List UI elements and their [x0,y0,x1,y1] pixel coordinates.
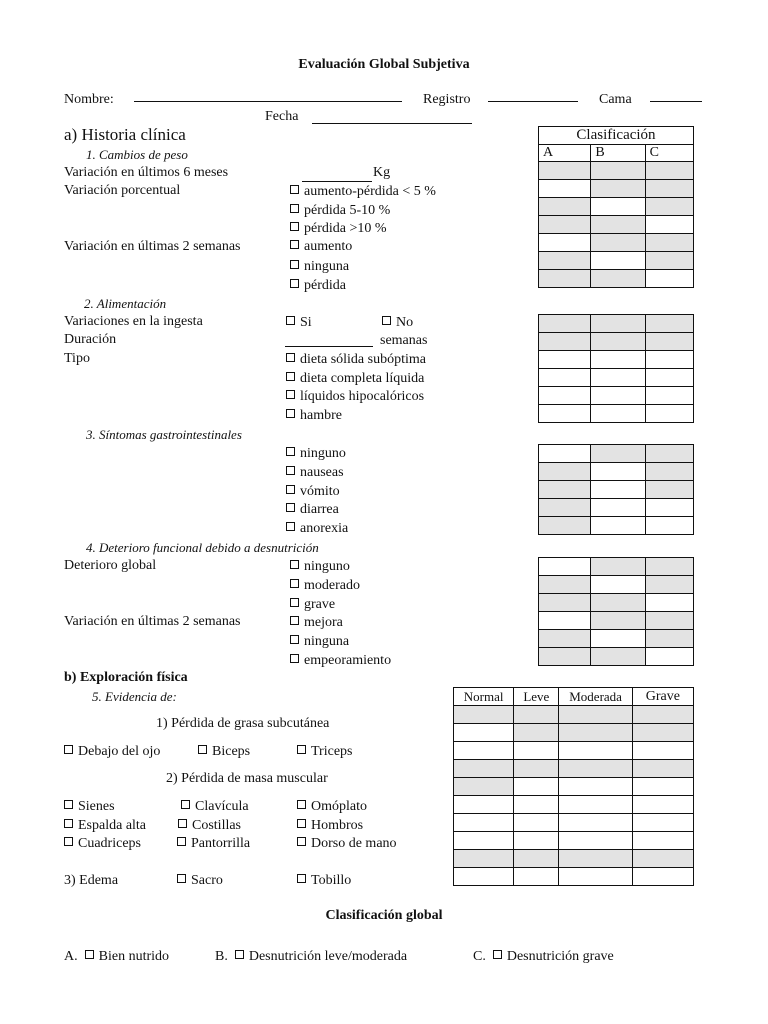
form-title: Evaluación Global Subjetiva [298,57,470,72]
rating-cell[interactable] [591,558,646,576]
rating-cell[interactable] [539,180,591,198]
checkbox-icon [297,874,306,883]
rating-cell[interactable] [645,369,693,387]
option-pantorrilla[interactable]: Pantorrilla [177,836,250,852]
section-5-title: 5. Evidencia de: [92,689,177,704]
rating-cell[interactable] [539,630,591,648]
checkbox-icon [290,654,299,663]
rating-cell[interactable] [591,333,646,351]
rating-cell[interactable] [559,778,632,796]
option-aumento-perdida[interactable]: aumento-pérdida < 5 % [290,184,436,200]
rating-cell[interactable] [539,315,591,333]
option-espalda[interactable]: Espalda alta [64,818,146,834]
section-3-title: 3. Síntomas gastrointestinales [86,427,242,442]
rating-cell[interactable] [539,594,591,612]
rating-cell[interactable] [591,405,646,423]
rating-cell[interactable] [591,369,646,387]
rating-cell[interactable] [454,706,514,724]
checkbox-icon [290,560,299,569]
checkbox-icon [290,260,299,269]
section-4-title: 4. Deterioro funcional debido a desnutrición [86,540,319,555]
rating-cell[interactable] [645,445,693,463]
masa-subtitle: 2) Pérdida de masa muscular [166,771,328,786]
kg-field[interactable] [302,181,372,182]
checkbox-icon [297,819,306,828]
rating-cell[interactable] [591,630,646,648]
var-6-meses-label: Variación en últimos 6 meses [64,165,229,180]
rating-cell[interactable] [591,517,646,535]
option-perdida[interactable]: pérdida [290,278,346,294]
registro-field[interactable] [488,101,578,102]
option-tobillo[interactable]: Tobillo [297,873,351,889]
var-porcentual-label: Variación porcentual [64,183,181,198]
rating-cell[interactable] [514,868,559,886]
checkbox-icon [286,503,295,512]
checkbox-icon [290,185,299,194]
cama-label: Cama [599,92,632,107]
rating-cell[interactable] [591,387,646,405]
nombre-label: Nombre: [64,92,114,107]
edema-label: 3) Edema [64,873,119,888]
col-moderada: Moderada [559,688,632,706]
rating-cell[interactable] [591,252,645,270]
option-nauseas[interactable]: nauseas [286,465,344,481]
rating-cell[interactable] [559,760,632,778]
option-dieta-liquida[interactable]: dieta completa líquida [286,371,424,387]
severidad-table [453,687,694,886]
checkbox-icon [177,837,186,846]
section-1-title: 1. Cambios de peso [86,147,188,162]
option-debajo-ojo[interactable]: Debajo del ojo [64,744,160,760]
registro-label: Registro [423,92,471,107]
rating-cell[interactable] [514,706,559,724]
checkbox-icon [181,800,190,809]
checkbox-icon [64,745,73,754]
rating-cell[interactable] [514,778,559,796]
option-anorexia[interactable]: anorexia [286,521,348,537]
cama-field[interactable] [650,101,702,102]
col-normal: Normal [454,688,514,706]
option-hombros[interactable]: Hombros [297,818,363,834]
rating-cell[interactable] [559,706,632,724]
option-perdida-10[interactable]: pérdida >10 % [290,221,387,237]
rating-cell[interactable] [591,351,646,369]
rating-cell[interactable] [645,405,693,423]
rating-cell[interactable] [645,198,693,216]
fecha-field[interactable] [312,123,472,124]
rating-cell[interactable] [454,814,514,832]
rating-cell[interactable] [539,463,591,481]
checkbox-icon [290,616,299,625]
clasificacion-header: Clasificación [539,127,694,145]
rating-cell[interactable] [591,198,645,216]
checkbox-icon [290,204,299,213]
rating-cell[interactable] [645,517,693,535]
option-dorso-mano[interactable]: Dorso de mano [297,836,397,852]
option-vomito[interactable]: vómito [286,484,340,500]
rating-cell[interactable] [559,868,632,886]
rating-cell[interactable] [454,796,514,814]
option-omoplato[interactable]: Omóplato [297,799,367,815]
rating-cell[interactable] [514,832,559,850]
checkbox-icon [290,240,299,249]
checkbox-icon [286,372,295,381]
ingesta-label: Variaciones en la ingesta [64,314,203,329]
clasificacion-table-4 [538,557,694,666]
checkbox-icon [493,950,502,959]
rating-cell[interactable] [539,234,591,252]
checkbox-icon [286,316,295,325]
rating-cell[interactable] [539,333,591,351]
clasificacion-table-2 [538,314,694,423]
option-hambre[interactable]: hambre [286,408,342,424]
rating-cell[interactable] [539,445,591,463]
option-si[interactable]: Si [286,315,312,331]
checkbox-icon [64,837,73,846]
checkbox-icon [290,635,299,644]
option-empeoramiento[interactable]: empeoramiento [290,653,391,669]
rating-cell[interactable] [514,760,559,778]
rating-cell[interactable] [539,162,591,180]
option-ninguno[interactable]: ninguno [286,446,346,462]
nombre-field[interactable] [134,101,402,102]
rating-cell[interactable] [645,630,693,648]
option-deterioro-ninguno[interactable]: ninguno [290,559,350,575]
clasificacion-table-1 [538,126,694,288]
rating-cell[interactable] [539,612,591,630]
rating-cell[interactable] [645,612,693,630]
rating-cell[interactable] [645,315,693,333]
option-diarrea[interactable]: diarrea [286,502,339,518]
rating-cell[interactable] [539,481,591,499]
option-dieta-solida[interactable]: dieta sólida subóptima [286,352,426,368]
global-option-b[interactable]: B. Desnutrición leve/moderada [215,949,408,964]
checkbox-icon [286,466,295,475]
option-no[interactable]: No [382,315,413,331]
rating-cell[interactable] [591,481,646,499]
semanas-label: semanas [380,333,428,348]
clasificacion-table-3 [538,444,694,535]
option-aumento[interactable]: aumento [290,239,352,255]
rating-cell[interactable] [514,796,559,814]
rating-cell[interactable] [591,270,645,288]
checkbox-icon [177,874,186,883]
rating-cell[interactable] [645,648,693,666]
rating-cell[interactable] [454,832,514,850]
rating-cell[interactable] [454,778,514,796]
checkbox-icon [286,353,295,362]
option-triceps[interactable]: Triceps [297,744,353,760]
rating-cell[interactable] [591,315,646,333]
rating-cell[interactable] [591,162,645,180]
rating-cell[interactable] [645,180,693,198]
global-option-a[interactable]: A. Bien nutrido [64,949,170,964]
rating-cell[interactable] [645,387,693,405]
duracion-field[interactable] [285,346,373,347]
rating-cell[interactable] [645,162,693,180]
rating-cell[interactable] [645,351,693,369]
rating-cell[interactable] [632,832,693,850]
rating-cell[interactable] [591,499,646,517]
rating-cell[interactable] [591,648,646,666]
var-2-semanas-funcional-label: Variación en últimas 2 semanas [64,614,241,629]
checkbox-icon [290,598,299,607]
historia-heading: a) Historia clínica [64,125,186,144]
grasa-subtitle: 1) Pérdida de grasa subcutánea [156,716,330,731]
rating-cell[interactable] [645,216,693,234]
checkbox-icon [290,279,299,288]
option-ninguna[interactable]: ninguna [290,259,349,275]
rating-cell[interactable] [632,778,693,796]
var-2-semanas-label: Variación en últimas 2 semanas [64,239,241,254]
checkbox-icon [297,800,306,809]
checkbox-icon [286,447,295,456]
rating-cell[interactable] [514,814,559,832]
rating-cell[interactable] [632,814,693,832]
checkbox-icon [286,485,295,494]
rating-cell[interactable] [539,369,591,387]
option-biceps[interactable]: Biceps [198,744,250,760]
option-cuadriceps[interactable]: Cuadriceps [64,836,141,852]
rating-cell[interactable] [645,576,693,594]
global-option-c[interactable]: C. Desnutrición grave [473,949,614,964]
option-liquidos[interactable]: líquidos hipocalóricos [286,389,424,405]
rating-cell[interactable] [539,499,591,517]
option-costillas[interactable]: Costillas [178,818,241,834]
rating-cell[interactable] [454,760,514,778]
rating-cell[interactable] [559,850,632,868]
rating-cell[interactable] [454,850,514,868]
kg-label: Kg [373,165,391,180]
option-grave[interactable]: grave [290,597,335,613]
rating-cell[interactable] [591,216,645,234]
rating-cell[interactable] [514,724,559,742]
checkbox-icon [286,522,295,531]
rating-cell[interactable] [591,576,646,594]
option-perdida-5-10[interactable]: pérdida 5-10 % [290,203,390,219]
rating-cell[interactable] [645,499,693,517]
rating-cell[interactable] [539,576,591,594]
option-moderado[interactable]: moderado [290,578,360,594]
exploracion-heading: b) Exploración física [64,670,188,685]
rating-cell[interactable] [645,270,693,288]
rating-cell[interactable] [645,481,693,499]
option-clavicula[interactable]: Clavícula [181,799,249,815]
rating-cell[interactable] [539,405,591,423]
rating-cell[interactable] [645,463,693,481]
col-b: B [591,145,645,162]
checkbox-icon [297,745,306,754]
rating-cell[interactable] [645,594,693,612]
rating-cell[interactable] [539,517,591,535]
fecha-label: Fecha [265,109,299,124]
checkbox-icon [286,390,295,399]
option-funcional-ninguna[interactable]: ninguna [290,634,349,650]
rating-cell[interactable] [454,724,514,742]
rating-cell[interactable] [645,234,693,252]
rating-cell[interactable] [539,198,591,216]
checkbox-icon [286,409,295,418]
rating-cell[interactable] [632,742,693,760]
rating-cell[interactable] [539,387,591,405]
col-leve: Leve [514,688,559,706]
section-2-title: 2. Alimentación [84,296,167,311]
rating-cell[interactable] [539,351,591,369]
rating-cell[interactable] [632,850,693,868]
rating-cell[interactable] [559,796,632,814]
rating-cell[interactable] [539,216,591,234]
rating-cell[interactable] [539,558,591,576]
rating-cell[interactable] [454,868,514,886]
checkbox-icon [64,800,73,809]
rating-cell[interactable] [514,742,559,760]
rating-cell[interactable] [514,850,559,868]
rating-cell[interactable] [454,742,514,760]
rating-cell[interactable] [591,612,646,630]
checkbox-icon [235,950,244,959]
rating-cell[interactable] [559,724,632,742]
rating-cell[interactable] [591,463,646,481]
option-mejora[interactable]: mejora [290,615,343,631]
rating-cell[interactable] [591,594,646,612]
checkbox-icon [297,837,306,846]
rating-cell[interactable] [539,252,591,270]
checkbox-icon [178,819,187,828]
checkbox-icon [198,745,207,754]
checkbox-icon [85,950,94,959]
rating-cell[interactable] [559,832,632,850]
rating-cell[interactable] [632,706,693,724]
checkbox-icon [290,222,299,231]
option-sienes[interactable]: Sienes [64,799,115,815]
col-grave: Grave [632,688,693,706]
col-c: C [645,145,693,162]
rating-cell[interactable] [645,333,693,351]
rating-cell[interactable] [539,648,591,666]
checkbox-icon [64,819,73,828]
rating-cell[interactable] [559,814,632,832]
global-title: Clasificación global [325,908,443,923]
col-a: A [539,145,591,162]
rating-cell[interactable] [591,234,645,252]
checkbox-icon [290,579,299,588]
rating-cell[interactable] [632,760,693,778]
rating-cell[interactable] [632,724,693,742]
rating-cell[interactable] [645,558,693,576]
option-sacro[interactable]: Sacro [177,873,223,889]
rating-cell[interactable] [559,742,632,760]
rating-cell[interactable] [645,252,693,270]
rating-cell[interactable] [591,445,646,463]
deterioro-global-label: Deterioro global [64,558,157,573]
rating-cell[interactable] [632,868,693,886]
duracion-label: Duración [64,332,117,347]
rating-cell[interactable] [591,180,645,198]
rating-cell[interactable] [539,270,591,288]
rating-cell[interactable] [632,796,693,814]
tipo-label: Tipo [64,351,90,366]
checkbox-icon [382,316,391,325]
